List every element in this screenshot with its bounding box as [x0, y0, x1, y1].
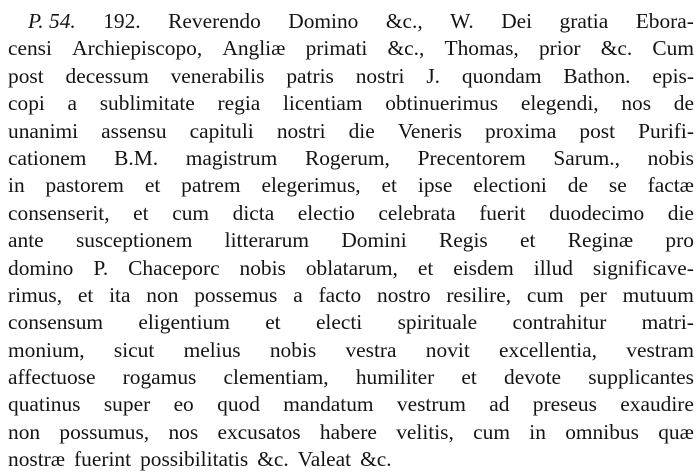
word: in — [529, 419, 546, 444]
word: Domini — [341, 228, 407, 253]
word: eo — [173, 392, 194, 417]
word: nos — [168, 419, 199, 444]
word: novit — [425, 337, 470, 362]
latin-letter-text — [8, 8, 694, 474]
word: &c. — [257, 447, 289, 472]
word: clementiam, — [223, 365, 329, 390]
word: et — [77, 282, 94, 307]
word: de — [673, 91, 694, 116]
word: pastorem — [45, 173, 124, 198]
word: &c., — [385, 9, 423, 33]
word: die — [667, 200, 694, 225]
word: capituli — [189, 118, 254, 143]
word: nostri — [276, 118, 326, 143]
word: ipse — [417, 173, 453, 198]
word: obtinuerimus — [385, 91, 499, 116]
word: et — [381, 173, 397, 198]
text-line — [8, 255, 694, 282]
word: cum — [526, 282, 564, 307]
text-line — [8, 63, 694, 90]
word: Valeat — [297, 447, 352, 472]
word: Purifi- — [638, 118, 694, 143]
word: &c., — [387, 36, 425, 61]
word: ante — [8, 228, 44, 253]
word: fuerint — [74, 447, 132, 472]
word: factæ — [647, 173, 694, 198]
text-line — [8, 118, 694, 145]
word: et — [520, 228, 536, 253]
text-line — [8, 35, 694, 62]
word: exaudire — [620, 392, 694, 417]
word: ad — [489, 392, 510, 417]
word: facto — [318, 282, 362, 307]
word: Thomas, — [444, 36, 519, 61]
word: pro — [665, 228, 694, 253]
word: consensum — [8, 310, 104, 335]
word: cum — [473, 419, 510, 444]
word: non — [146, 282, 179, 307]
word: prior — [538, 36, 581, 61]
word: oblatarum, — [305, 255, 398, 280]
word: elegerimus, — [261, 173, 361, 198]
word: 192. — [103, 9, 141, 33]
word: omnibus — [565, 419, 639, 444]
word: et — [133, 200, 149, 225]
word: se — [608, 173, 627, 198]
word: et — [265, 310, 281, 335]
word: post — [8, 63, 44, 88]
word: Ebora- — [635, 9, 694, 33]
word: rimus, — [8, 282, 63, 307]
word: proxima — [485, 118, 557, 143]
word: gratia — [559, 9, 609, 33]
word: nobis — [647, 145, 694, 170]
word: mandatum — [283, 392, 374, 417]
text-line — [8, 419, 694, 446]
word: possemus — [194, 282, 278, 307]
word: primati — [305, 36, 368, 61]
word: Reverendo — [168, 9, 261, 33]
word: monium, — [8, 337, 85, 362]
word: &c. — [600, 36, 633, 61]
word: rogamus — [122, 365, 197, 390]
word: spirituale — [397, 310, 478, 335]
word: quatinus — [8, 392, 81, 417]
word: excellentia, — [499, 337, 598, 362]
word: nostræ — [8, 447, 66, 472]
word: significave- — [592, 255, 694, 280]
word: nostri — [355, 63, 405, 88]
word: patris — [286, 63, 334, 88]
word: Archiepiscopo, — [72, 36, 203, 61]
word: post — [579, 118, 616, 143]
word: excusatos — [217, 419, 301, 444]
word: censi — [8, 36, 52, 61]
word: de — [567, 173, 588, 198]
text-line — [8, 8, 694, 35]
word: patrem — [181, 173, 241, 198]
word: Rogerum, — [304, 145, 390, 170]
text-line — [8, 364, 694, 391]
word: quondam — [461, 63, 542, 88]
word: cum — [172, 200, 210, 225]
word: electi — [315, 310, 363, 335]
word: licentiam — [282, 91, 363, 116]
word: domino — [8, 255, 74, 280]
word: super — [103, 392, 151, 417]
word: Veneris — [397, 118, 462, 143]
word: a — [293, 282, 303, 307]
word: nobis — [269, 337, 317, 362]
word: vestrum — [396, 392, 466, 417]
word: B.M. — [114, 145, 159, 170]
text-line — [8, 227, 694, 254]
word: velitis, — [396, 419, 454, 444]
text-line — [8, 200, 694, 227]
word: non — [8, 419, 41, 444]
word: celebrata — [378, 200, 456, 225]
text-line — [8, 446, 694, 473]
word: Regis — [438, 228, 488, 253]
word: electio — [297, 200, 355, 225]
word: electioni — [473, 173, 547, 198]
word: magistrum — [185, 145, 278, 170]
word: per — [579, 282, 607, 307]
text-line — [8, 391, 694, 418]
word: contrahitur — [512, 310, 607, 335]
word: Sarum., — [553, 145, 620, 170]
word: susceptionem — [75, 228, 193, 253]
page-reference: P. 54. — [28, 9, 76, 33]
word: assensu — [101, 118, 167, 143]
word: et — [461, 365, 477, 390]
word: vestram — [626, 337, 694, 362]
word: fuerit — [479, 200, 526, 225]
word: possumus, — [59, 419, 150, 444]
word: unanimi — [8, 118, 79, 143]
text-line — [8, 145, 694, 172]
word: epis- — [652, 63, 694, 88]
word: eligentium — [138, 310, 230, 335]
word: quod — [217, 392, 260, 417]
word: in — [8, 173, 25, 198]
word: preseus — [532, 392, 597, 417]
word: Reginæ — [567, 228, 634, 253]
word: Domino — [288, 9, 359, 33]
word: W. — [450, 9, 474, 33]
word: affectuose — [8, 365, 96, 390]
word: possibilitatis — [140, 447, 249, 472]
text-line — [8, 90, 694, 117]
text-line — [8, 282, 694, 309]
word: regia — [217, 91, 261, 116]
word: die — [348, 118, 375, 143]
word: habere — [319, 419, 377, 444]
word: elegendi, — [520, 91, 599, 116]
word: decessum — [65, 63, 149, 88]
word: sicut — [113, 337, 155, 362]
text-line — [8, 337, 694, 364]
word: a — [67, 91, 78, 116]
word: consenserit, — [8, 200, 110, 225]
word: vestra — [345, 337, 397, 362]
word: litterarum — [224, 228, 310, 253]
word: Dei — [501, 9, 533, 33]
word: et — [417, 255, 434, 280]
word: Cum — [652, 36, 694, 61]
word: venerabilis — [170, 63, 265, 88]
word: Chaceporc — [128, 255, 220, 280]
word: eisdem — [453, 255, 514, 280]
word: quæ — [658, 419, 694, 444]
word: et — [144, 173, 161, 198]
word: nobis — [239, 255, 286, 280]
word: duodecimo — [549, 200, 645, 225]
word: illud — [533, 255, 573, 280]
word: dicta — [232, 200, 275, 225]
word: humiliter — [355, 365, 435, 390]
word: supplicantes — [588, 365, 694, 390]
word: Precentorem — [417, 145, 526, 170]
word: sublimitate — [99, 91, 195, 116]
word: J. — [426, 63, 441, 88]
text-line — [8, 172, 694, 199]
word: copi — [8, 91, 45, 116]
word: resilire, — [446, 282, 512, 307]
word: Angliæ — [222, 36, 286, 61]
word: nostro — [377, 282, 431, 307]
word: &c. — [360, 447, 392, 472]
word: nos — [621, 91, 652, 116]
word: ita — [109, 282, 131, 307]
word: mutuum — [622, 282, 694, 307]
text-line — [8, 309, 694, 336]
word: P. — [93, 255, 109, 280]
word: melius — [183, 337, 241, 362]
word: devote — [504, 365, 562, 390]
word: matri- — [641, 310, 694, 335]
word: Bathon. — [563, 63, 631, 88]
word: cationem — [8, 145, 87, 170]
